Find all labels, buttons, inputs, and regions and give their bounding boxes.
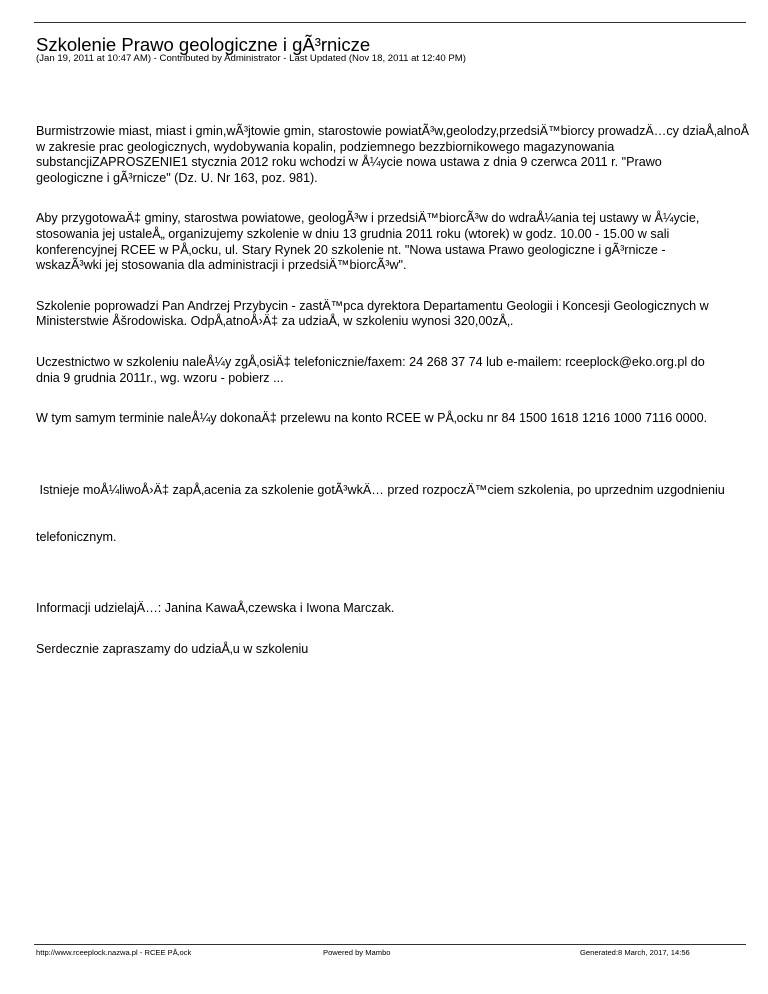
paragraph-line: Istnieje moÅ¼liwoÅ›Ä‡ zapÅ‚acenia za szkolenie gotÃ³wkÄ… przed rozpoczÄ™ciem szkolenia, po uprzednim uzgodnieniu [36, 482, 725, 497]
paragraph-line: Aby przygotowaÄ‡ gminy, starostwa powiatowe, geologÃ³w i przedsiÄ™biorcÃ³w do wdraÅ¼ania tej ustawy w Å¼ycie, [36, 211, 700, 226]
paragraph-payment [36, 411, 736, 427]
article-meta: (Jan 19, 2011 at 10:47 AM) - Contributed by Administrator - Last Updated (Nov 18, 2011 at 12:40 PM) [36, 53, 466, 64]
paragraph-line: Ministerstwie Åšrodowiska. OdpÅ‚atnoÅ›Ä‡ za udziaÅ‚ w szkoleniu wynosi 320,00zÅ‚. [36, 314, 514, 329]
paragraph-line: W tym samym terminie naleÅ¼y dokonaÄ‡ przelewu na konto RCEE w PÅ‚ocku nr 84 1500 1618 1216 1000 7116 0000. [36, 411, 708, 426]
paragraph-line: telefonicznym. [36, 529, 117, 544]
paragraph-line: stosowania jej ustaleÅ„ organizujemy szkolenie w dniu 13 grudnia 2011 roku (wtorek) w godz. 10.00 - 15.00 w sali [36, 226, 670, 241]
paragraph-line: Serdecznie zapraszamy do udziaÅ‚u w szkoleniu [36, 642, 309, 657]
paragraph-invitation [36, 124, 749, 186]
paragraph-cash-payment [36, 452, 736, 577]
paragraph-trainer [36, 299, 736, 330]
paragraph-line: Szkolenie poprowadzi Pan Andrzej Przybycin - zastÄ™pca dyrektora Departamentu Geologii i Koncesji Geologicznych w [36, 298, 709, 313]
footer-powered-by: Powered by Mambo [323, 948, 391, 957]
paragraph-line: konferencyjnej RCEE w PÅ‚ocku, ul. Stary Rynek 20 szkolenie nt. "Nowa ustawa Prawo geologiczne i gÃ³rnicze - [36, 242, 666, 257]
paragraph-line: Uczestnictwo w szkoleniu naleÅ¼y zgÅ‚osiÄ‡ telefonicznie/faxem: 24 268 37 74 lub e-mailem: rceeplock@eko.org.pl do [36, 354, 705, 369]
paragraph-line: Burmistrzowie miast, miast i gmin,wÃ³jtowie gmin, starostowie powiatÃ³w,geolodzy,przedsiÄ™biorcy prowadzÄ…cy dziaÅ‚alnoÅ [36, 124, 749, 138]
paragraph-contact [36, 601, 736, 617]
paragraph-line: wskazÃ³wki jej stosowania dla administracji i przedsiÄ™biorcÃ³w". [36, 258, 407, 273]
footer-generated-date: Generated:8 March, 2017, 14:56 [580, 948, 690, 957]
paragraph-line: Informacji udzielajÄ…: Janina KawaÅ‚czewska i Iwona Marczak. [36, 601, 395, 616]
article-body [36, 124, 768, 679]
footer-site-url: http://www.rceeplock.nazwa.pl - RCEE PÅ‚ock [36, 948, 192, 957]
paragraph-line: geologiczne i gÃ³rnicze" (Dz. U. Nr 163, poz. 981). [36, 170, 318, 185]
page-title: Szkolenie Prawo geologiczne i gÃ³rnicze [36, 34, 371, 55]
header-divider [34, 22, 746, 23]
paragraph-training-details [36, 211, 736, 273]
paragraph-line: substancjiZAPROSZENIE1 stycznia 2012 roku wchodzi w Å¼ycie nowa ustawa z dnia 9 czerwca 2011 r. "Prawo [36, 155, 662, 170]
paragraph-registration [36, 355, 736, 386]
footer-divider [34, 944, 746, 945]
paragraph-closing [36, 642, 736, 658]
paragraph-line: w zakresie prac geologicznych, wydobywania kopalin, podziemnego bezzbiornikowego magazynowania [36, 139, 615, 154]
paragraph-line: dnia 9 grudnia 2011r., wg. wzoru - pobierz ... [36, 370, 284, 385]
